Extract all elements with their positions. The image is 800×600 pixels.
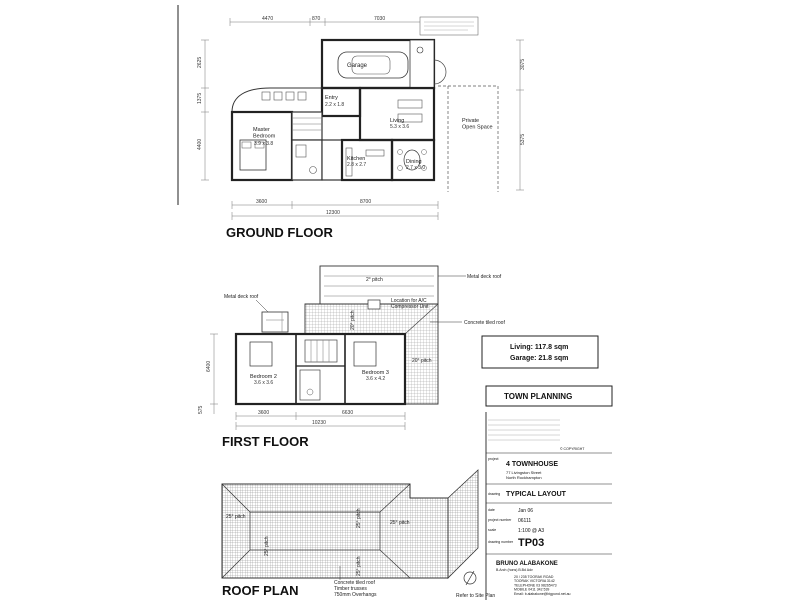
ac-unit-label: Location for A/C Compressor Unit — [391, 298, 429, 310]
master-bedroom-label: Master Bedroom — [253, 127, 276, 140]
site-plan-ref: Refer to Site Plan — [456, 593, 496, 599]
text-line: Open Space — [462, 124, 493, 131]
scale-label: scale — [488, 528, 497, 532]
dim-bottom-right: 8700 — [360, 199, 372, 205]
first-floor-stair — [305, 340, 337, 362]
ac-unit — [368, 300, 380, 309]
dim-top-left: 4470 — [262, 16, 274, 22]
kitchen-label: Kitchen — [347, 156, 366, 162]
living-room — [360, 88, 434, 140]
text-line: TELEPHONE 03 98265473 — [514, 583, 557, 588]
firm-sub: B.Arch (hons) B.Bd Adv — [496, 568, 533, 572]
dining-label: Dining — [406, 159, 422, 165]
bedroom2-size: 3.6 x 3.6 — [254, 380, 274, 386]
roof-plan-title: ROOF PLAN — [222, 583, 299, 598]
roof-verandah — [448, 470, 478, 578]
roof-plan — [222, 470, 495, 599]
text-line: TOORAK VICTORIA 3142 — [514, 579, 555, 584]
pitch-2-label: 2° pitch — [366, 277, 383, 283]
areas-box — [482, 336, 598, 368]
first-floor-plan — [198, 266, 505, 449]
date-label: date — [488, 508, 495, 512]
metal-deck-left-label: Metal deck roof — [224, 294, 259, 300]
dim-right-top: 3075 — [520, 58, 526, 70]
copyright-text: © COPYRIGHT — [560, 447, 585, 451]
private-open-space-label: Private Open Space — [462, 118, 493, 131]
ff-dim-left-b: 575 — [198, 405, 204, 414]
dining-size: 2.7 x 3.0 — [406, 165, 426, 171]
ff-dim-bottom-left: 3600 — [258, 410, 270, 416]
living-size: 5.3 x 3.6 — [390, 124, 410, 130]
roof-callout: Concrete tiled roof Timber trusses 750mm Overhangs — [334, 580, 377, 598]
text-line: Compressor Unit — [391, 304, 429, 310]
bedroom2-bed — [250, 342, 272, 366]
text-line: North Rockhampton — [506, 474, 542, 480]
bedroom3-bed — [354, 342, 376, 366]
ff-dim-bottom-total: 10230 — [312, 420, 326, 426]
dim-bottom-total: 12300 — [326, 210, 340, 216]
roof-pitch-1: 25° pitch — [226, 514, 246, 520]
living-label: Living — [390, 118, 405, 124]
text-line: Timber trusses — [334, 586, 367, 592]
dim-right-bottom: 5375 — [520, 133, 526, 145]
dim-bottom-left: 3600 — [256, 199, 268, 205]
project-number-label: project number — [488, 518, 512, 522]
town-planning-heading: TOWN PLANNING — [504, 392, 573, 401]
ground-floor-plan — [178, 5, 526, 240]
text-line: MOBILE 0411 342 539 — [514, 587, 550, 592]
dim-top-mid: 870 — [312, 16, 321, 22]
metal-deck-roof-left — [262, 312, 288, 332]
entry-size: 2.2 x 1.8 — [325, 102, 345, 108]
roof-pitch-5: 25° pitch — [356, 556, 362, 576]
garage-label: Garage — [347, 63, 368, 69]
firm-name: BRUNO ALABAKONE — [496, 561, 558, 567]
living-area: Living: 117.8 sqm — [510, 344, 569, 351]
first-floor-bathroom — [300, 370, 320, 400]
drawing-label: drawing — [488, 492, 501, 496]
roof-pitch-4: 25° pitch — [264, 536, 270, 556]
master-bedroom-size: 3.9 x 3.8 — [254, 141, 274, 147]
dim-left-bottom: 4400 — [197, 138, 203, 150]
pitch-20b-label: 20° pitch — [412, 358, 432, 364]
bedroom3-label: Bedroom 3 — [362, 370, 389, 376]
laundry-room — [322, 140, 342, 180]
drawing-number-label: drawing number — [488, 540, 514, 544]
firm-details: 20 / 235 TOORAK ROAD TOORAK VICTORIA 3142 TELEPHONE 03 98265473 MOBILE 0411 342 539 Email: b.alabakone@bigpond.net.au — [514, 575, 571, 596]
stair-core — [292, 112, 322, 140]
text-line: 750mm Overhangs — [334, 592, 377, 598]
concrete-tiled-label: Concrete tiled roof — [464, 320, 505, 326]
ground-floor-title: GROUND FLOOR — [226, 225, 333, 240]
scale-value: 1:100 @ A3 — [518, 528, 545, 534]
kitchen-size: 2.8 x 2.7 — [347, 162, 367, 168]
title-block — [486, 386, 612, 600]
garage-area: Garage: 21.8 sqm — [510, 355, 569, 362]
text-line: Bedroom — [253, 133, 276, 140]
drawing-number-value: TP03 — [518, 537, 545, 549]
bedroom3-size: 3.6 x 4.2 — [366, 376, 386, 382]
first-floor-title: FIRST FLOOR — [222, 434, 309, 449]
date-value: Jan 06 — [518, 508, 534, 514]
roof-pitch-2: 25° pitch — [356, 508, 362, 528]
text-line: Email: b.alabakone@bigpond.net.au — [514, 591, 571, 596]
dim-top-right: 7030 — [374, 16, 386, 22]
pitch-20a-label: 20° pitch — [350, 310, 356, 330]
ff-dim-bottom-right: 6630 — [342, 410, 354, 416]
project-address: 77 Livingston Street North Rockhampton — [506, 470, 542, 480]
drawing-name: TYPICAL LAYOUT — [506, 491, 566, 498]
metal-deck-top-label: Metal deck roof — [467, 274, 502, 280]
ensuite-room — [292, 140, 322, 180]
project-label: project — [488, 457, 499, 461]
entry-label: Entry — [325, 95, 338, 101]
dim-left-top: 2625 — [197, 56, 203, 68]
dim-left-mid: 1375 — [197, 92, 203, 104]
bedroom2-label: Bedroom 2 — [250, 374, 277, 380]
ff-dim-left-a: 6400 — [206, 360, 212, 372]
project-number-value: 06111 — [518, 518, 532, 524]
project-name: 4 TOWNHOUSE — [506, 461, 558, 468]
roof-pitch-3: 25° pitch — [390, 520, 410, 526]
